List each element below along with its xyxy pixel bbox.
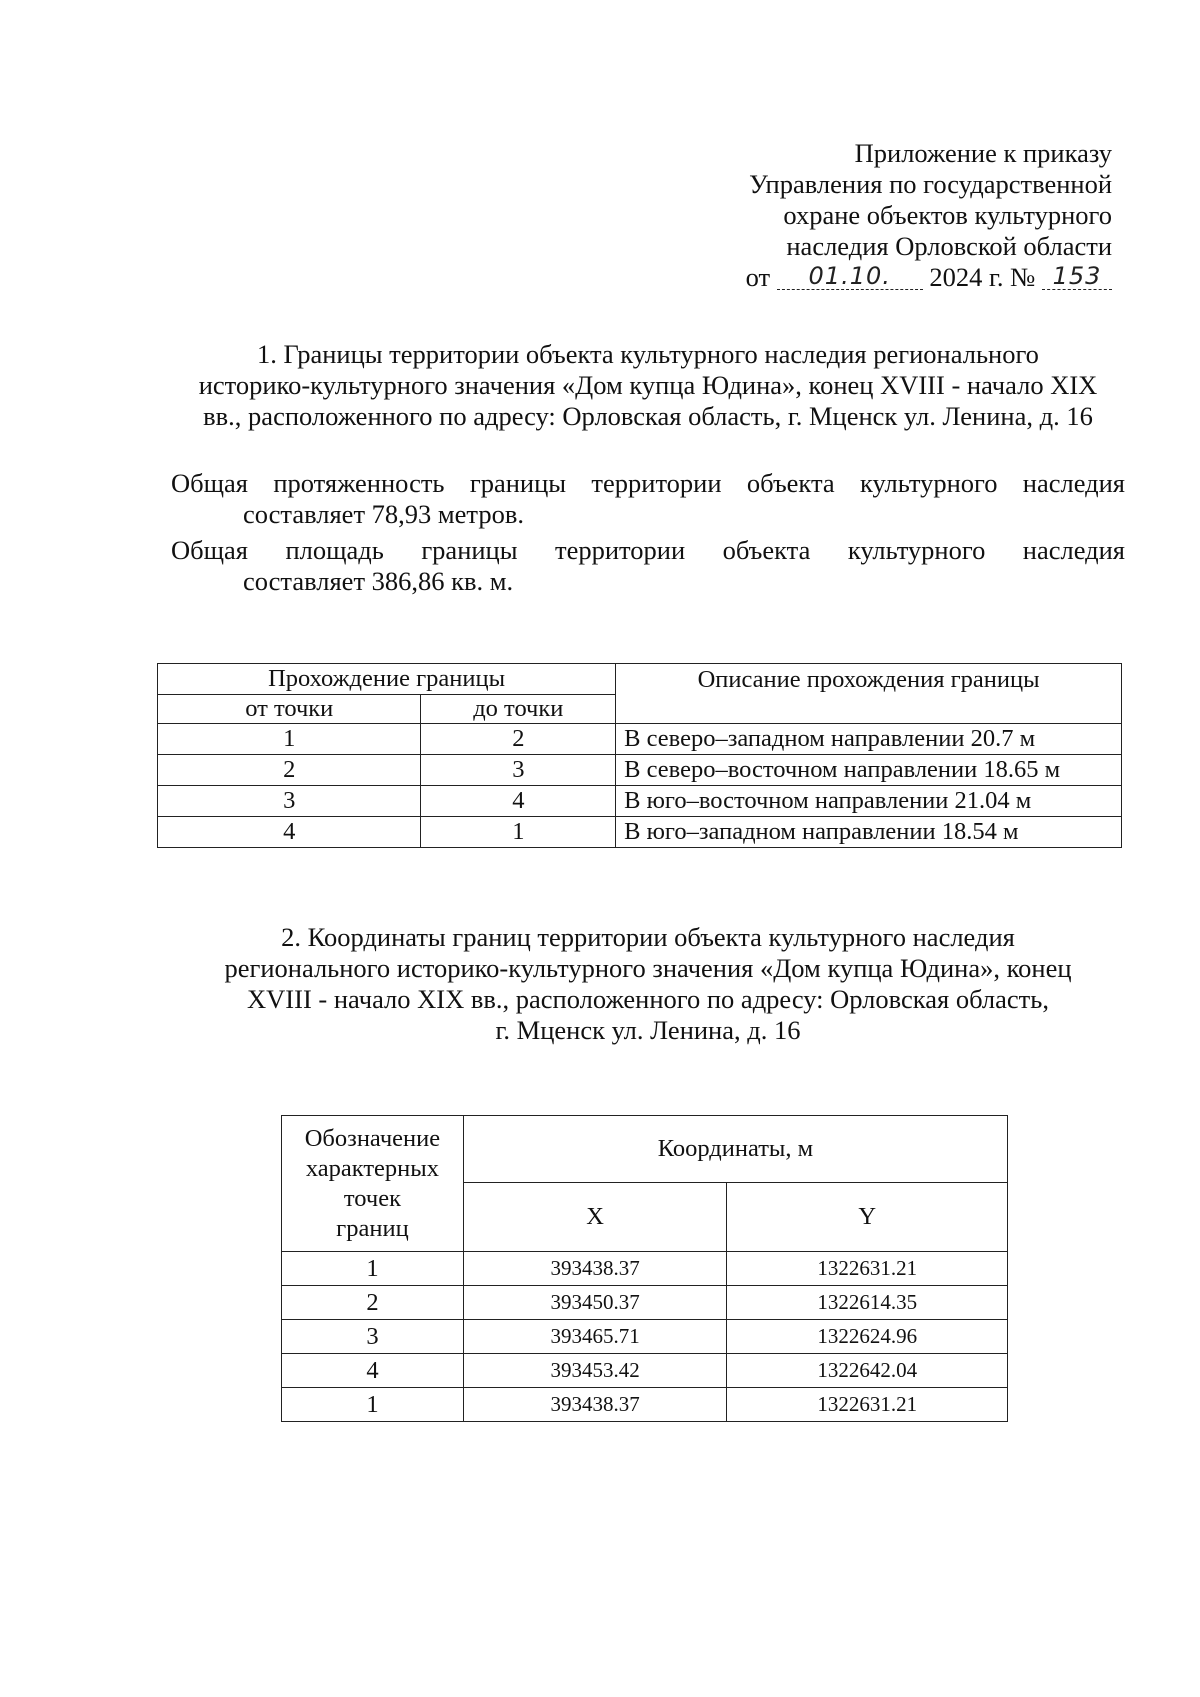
table-row: [282, 1252, 1008, 1286]
description-cell: В юго–восточном направлении 21.04 м: [616, 786, 1122, 817]
x-cell: 393438.37: [463, 1252, 727, 1286]
year-number-label: 2024 г. №: [929, 262, 1036, 292]
x-cell: 393453.42: [463, 1354, 727, 1388]
area-line-2: составляет 386,86 кв. м.: [243, 566, 514, 596]
description-cell: В юго–западном направлении 18.54 м: [616, 817, 1122, 848]
to-cell: 2: [421, 724, 616, 755]
section2-heading-line: регионального историко-культурного значения «Дом купца Юдина», конец: [224, 953, 1072, 983]
section1-heading-line: историко-культурного значения «Дом купца Юдина», конец XVIII - начало XIX: [198, 370, 1098, 400]
header-points: [282, 1116, 464, 1252]
from-cell: 2: [158, 755, 421, 786]
point-cell: 1: [282, 1252, 464, 1286]
coordinates-table: [281, 1115, 1008, 1422]
description-cell: В северо–восточном направлении 18.65 м: [616, 755, 1122, 786]
approval-line-4: наследия Орловской области: [786, 231, 1112, 261]
number-handwritten: 153: [1052, 262, 1102, 290]
from-cell: 1: [158, 724, 421, 755]
length-line-1: Общая протяженность границы территории объекта культурного наследия: [171, 468, 1125, 498]
section1-heading-line: вв., расположенного по адресу: Орловская область, г. Мценск ул. Ленина, д. 16: [203, 401, 1093, 431]
from-cell: 4: [158, 817, 421, 848]
description-cell: В северо–западном направлении 20.7 м: [616, 724, 1122, 755]
section1-heading-line: 1. Границы территории объекта культурного наследия регионального: [257, 339, 1039, 369]
header-coords: Координаты, м: [463, 1116, 1007, 1183]
header-description: Описание прохождения границы: [616, 664, 1122, 724]
area-line-1: Общая площадь границы территории объекта культурного наследия: [171, 535, 1125, 565]
y-cell: 1322631.21: [727, 1252, 1008, 1286]
to-cell: 3: [421, 755, 616, 786]
header-points-line: Обозначение: [304, 1124, 441, 1152]
approval-line-2: Управления по государственной: [749, 169, 1112, 199]
date-handwritten: 01.10.: [808, 262, 891, 290]
table-row: [282, 1286, 1008, 1320]
table-row: [282, 1388, 1008, 1422]
section2-heading: [170, 922, 1126, 1046]
area-paragraph: [171, 535, 1125, 597]
header-passage: Прохождение границы: [158, 664, 616, 695]
point-cell: 1: [282, 1388, 464, 1422]
point-cell: 2: [282, 1286, 464, 1320]
from-label: от: [745, 262, 771, 292]
section2-heading-line: 2. Координаты границ территории объекта культурного наследия: [281, 922, 1015, 952]
boundary-passage-table: [157, 663, 1122, 848]
to-cell: 4: [421, 786, 616, 817]
point-cell: 3: [282, 1320, 464, 1354]
number-blank: [1042, 262, 1112, 290]
to-cell: 1: [421, 817, 616, 848]
length-line-2: составляет 78,93 метров.: [243, 499, 524, 529]
x-cell: 393465.71: [463, 1320, 727, 1354]
table-row: [158, 724, 1122, 755]
table-row: [158, 786, 1122, 817]
point-cell: 4: [282, 1354, 464, 1388]
approval-line-1: Приложение к приказу: [854, 138, 1112, 168]
table-row: [282, 1354, 1008, 1388]
table-row: [158, 817, 1122, 848]
y-cell: 1322642.04: [727, 1354, 1008, 1388]
section1-heading: [170, 339, 1126, 432]
date-blank: [777, 262, 923, 290]
table-row: [282, 1320, 1008, 1354]
header-from: от точки: [158, 695, 421, 724]
header-y: Y: [727, 1183, 1008, 1252]
approval-line-3: охране объектов культурного: [783, 200, 1112, 230]
y-cell: 1322614.35: [727, 1286, 1008, 1320]
section2-heading-line: г. Мценск ул. Ленина, д. 16: [495, 1015, 801, 1045]
x-cell: 393438.37: [463, 1388, 727, 1422]
from-cell: 3: [158, 786, 421, 817]
header-points-line: точек: [343, 1184, 401, 1212]
y-cell: 1322624.96: [727, 1320, 1008, 1354]
approval-block: [640, 138, 1112, 293]
header-points-line: границ: [336, 1214, 409, 1242]
header-to: до точки: [421, 695, 616, 724]
header-x: X: [463, 1183, 727, 1252]
x-cell: 393450.37: [463, 1286, 727, 1320]
table-row: [158, 755, 1122, 786]
y-cell: 1322631.21: [727, 1388, 1008, 1422]
header-points-line: характерных: [305, 1154, 440, 1182]
section2-heading-line: XVIII - начало XIX вв., расположенного по адресу: Орловская область,: [247, 984, 1049, 1014]
length-paragraph: [171, 468, 1125, 530]
approval-date-line: [640, 262, 1112, 293]
